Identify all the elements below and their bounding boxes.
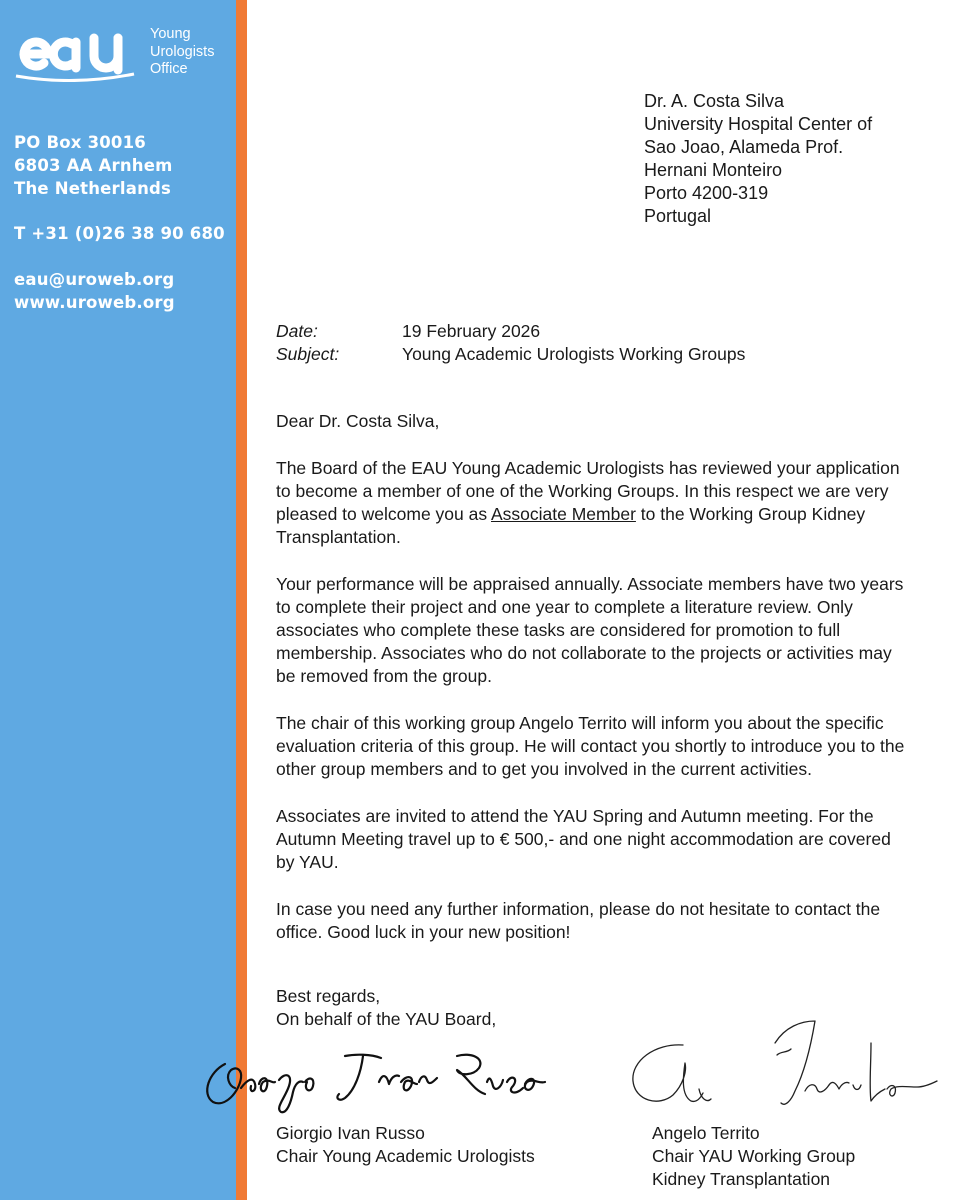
logo-subtitle: Young Urologists Office (150, 26, 215, 77)
email-link[interactable]: eau@uroweb.org (14, 270, 175, 289)
signature-russo-icon (195, 1042, 555, 1122)
signer-russo (276, 1122, 535, 1168)
signer-name: Giorgio Ivan Russo (276, 1123, 425, 1143)
website-link[interactable]: www.uroweb.org (14, 293, 175, 312)
signer-name: Angelo Territo (652, 1123, 760, 1143)
signer-territo (652, 1122, 855, 1191)
letter-body (276, 410, 906, 968)
salutation: Dear Dr. Costa Silva, (276, 411, 440, 431)
signer-title: Kidney Transplantation (652, 1169, 831, 1189)
signature-territo-icon (625, 1015, 945, 1125)
date-value: 19 February 2026 (402, 321, 541, 341)
contact-links (14, 268, 175, 314)
subject-label: Subject: (276, 344, 340, 364)
date-label: Date: (276, 321, 318, 341)
paragraph-4: Associates are invited to attend the YAU Spring and Autumn meeting. For the Autumn Meeting travel up to € 500,- and one night accommodation are covered by YAU. (276, 806, 891, 872)
paragraph-3: The chair of this working group Angelo Territo will inform you about the specific evaluation criteria of this group. He will contact you shortly to introduce you to the other group members and to get you involved in the current activities. (276, 713, 905, 779)
associate-member-underlined: Associate Member (491, 504, 636, 524)
closing: Best regards, On behalf of the YAU Board, (276, 986, 497, 1029)
letterhead-sidebar (0, 0, 236, 1200)
phone-number: T +31 (0)26 38 90 680 (14, 224, 225, 243)
eau-logo-icon (14, 24, 138, 82)
orange-stripe (236, 0, 247, 1200)
signer-title: Chair Young Academic Urologists (276, 1146, 535, 1166)
paragraph-2: Your performance will be appraised annually. Associate members have two years to complete their project and one year to complete a literature review. Only associates who complete these tasks are considered for promotion to full membership. Associates who do not collaborate to the projects or activities may be removed from the group. (276, 574, 904, 686)
letter-meta (276, 320, 745, 366)
recipient-address: Dr. A. Costa Silva University Hospital Center of Sao Joao, Alameda Prof. Hernani Monteiro Porto 4200-319 Portugal (644, 91, 873, 226)
paragraph-1: The Board of the EAU Young Academic Urologists has reviewed your application to become a member of one of the Working Groups. In this respect we are very pleased to welcome you as Associate Member to the Working Group Kidney Transplantation. (276, 458, 900, 547)
postal-address: PO Box 30016 6803 AA Arnhem The Netherlands (14, 133, 173, 198)
subject-value: Young Academic Urologists Working Groups (402, 344, 746, 364)
signer-title: Chair YAU Working Group (652, 1146, 856, 1166)
paragraph-5: In case you need any further information, please do not hesitate to contact the office. Good luck in your new position! (276, 899, 881, 942)
